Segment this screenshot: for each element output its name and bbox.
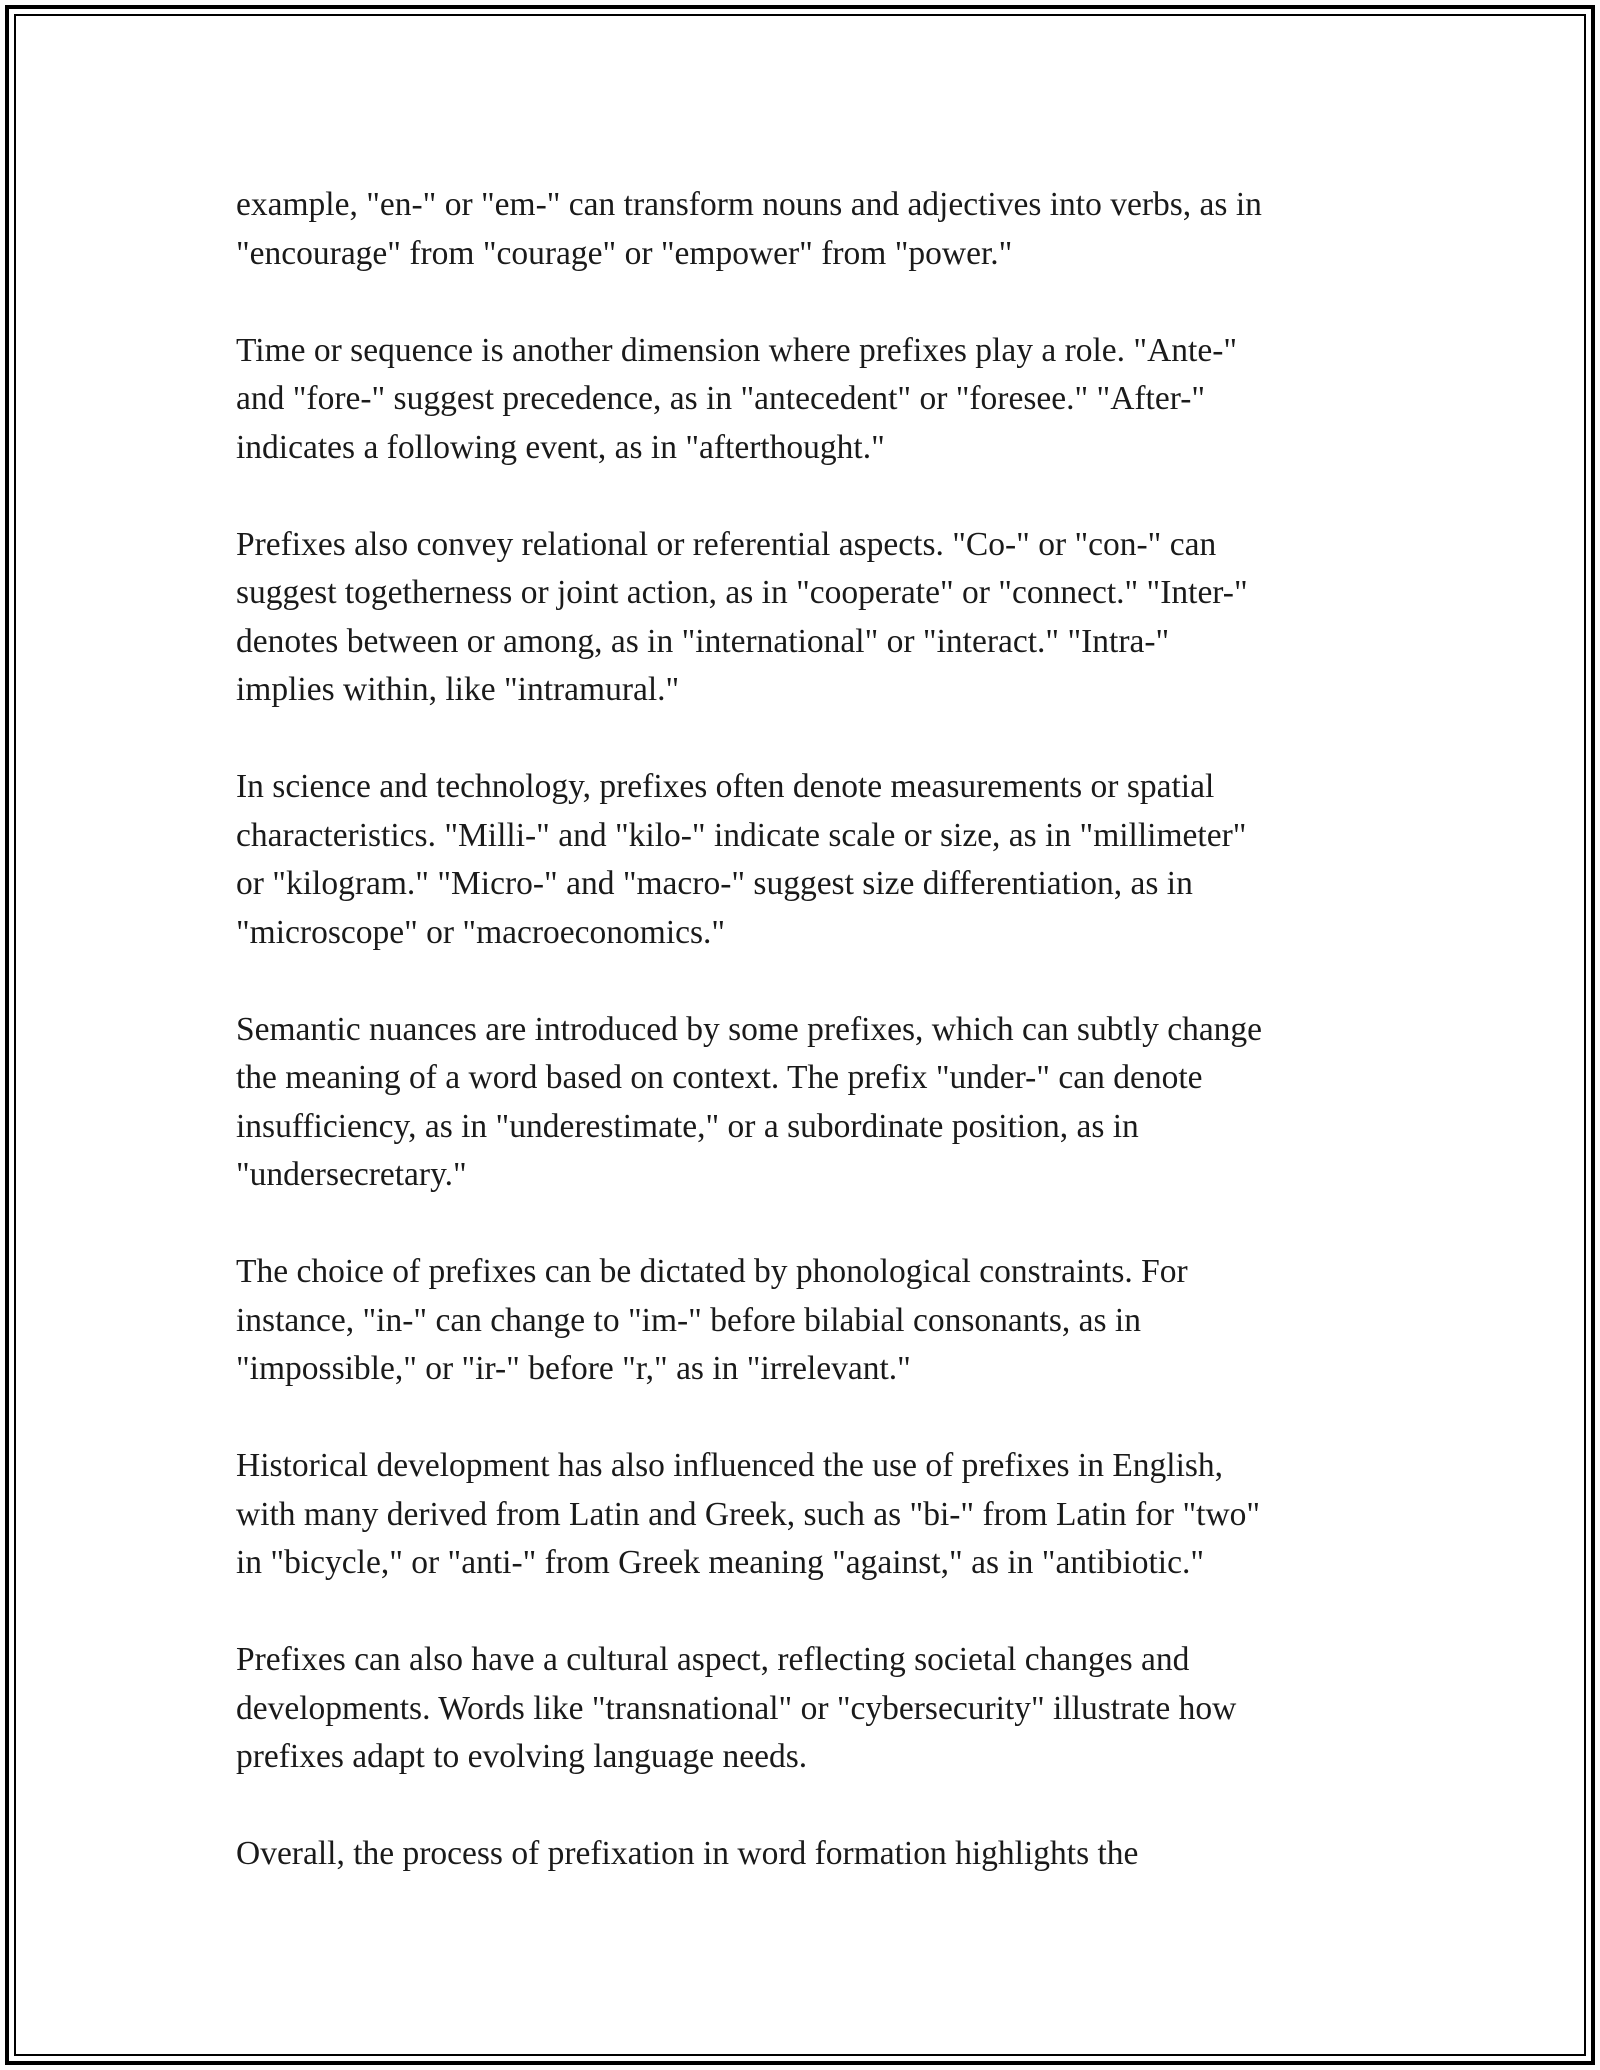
paragraph — [236, 1248, 1386, 1394]
text-line: "undersecretary." — [236, 1156, 467, 1193]
paragraph — [236, 181, 1386, 278]
text-line: suggest togetherness or joint action, as in "cooperate" or "connect." "Inter-" — [236, 574, 1248, 611]
paragraph — [236, 1442, 1386, 1588]
paragraph — [236, 763, 1386, 957]
text-line: insufficiency, as in "underestimate," or a subordinate position, as in — [236, 1107, 1139, 1145]
text-line: instance, "in-" can change to "im-" before bilabial consonants, as in — [236, 1301, 1141, 1339]
text-line: the meaning of a word based on context. The prefix "under-" can denote — [236, 1059, 1203, 1096]
text-line: characteristics. "Milli-" and "kilo-" indicate scale or size, as in "millimeter" — [236, 816, 1247, 854]
paragraph — [236, 1006, 1386, 1200]
text-line: "impossible," or "ir-" before "r," as in "irrelevant." — [236, 1350, 911, 1387]
text-line: Time or sequence is another dimension where prefixes play a role. "Ante-" — [236, 331, 1238, 369]
paragraph — [236, 1636, 1386, 1782]
text-line: Prefixes can also have a cultural aspect, reflecting societal changes and — [236, 1641, 1190, 1678]
text-line: Overall, the process of prefixation in word formation highlights the — [236, 1835, 1139, 1872]
text-line: Historical development has also influenced the use of prefixes in English, — [236, 1447, 1224, 1484]
text-line: developments. Words like "transnational" or "cybersecurity" illustrate how — [236, 1689, 1237, 1727]
text-line: in "bicycle," or "anti-" from Greek meaning "against," as in "antibiotic." — [236, 1544, 1205, 1581]
text-line: with many derived from Latin and Greek, such as "bi-" from Latin for "two" — [236, 1495, 1261, 1533]
text-line: denotes between or among, as in "international" or "interact." "Intra-" — [236, 622, 1170, 660]
text-line: Semantic nuances are introduced by some prefixes, which can subtly change — [236, 1010, 1263, 1048]
text-line: "encourage" from "courage" or "empower" from "power." — [236, 234, 1013, 272]
text-line: In science and technology, prefixes often denote measurements or spatial — [236, 768, 1215, 805]
text-line: prefixes adapt to evolving language needs. — [236, 1738, 808, 1775]
paragraph — [236, 521, 1386, 715]
text-line: "microscope" or "macroeconomics." — [236, 913, 726, 951]
document-body — [236, 181, 1386, 1879]
text-line: example, "en-" or "em-" can transform nouns and adjectives into verbs, as in — [236, 186, 1262, 223]
text-line: The choice of prefixes can be dictated by phonological constraints. For — [236, 1253, 1188, 1290]
text-line: or "kilogram." "Micro-" and "macro-" suggest size differentiation, as in — [236, 865, 1193, 902]
text-line: and "fore-" suggest precedence, as in "antecedent" or "foresee." "After-" — [236, 380, 1206, 417]
text-line: implies within, like "intramural." — [236, 671, 680, 708]
text-line: indicates a following event, as in "afterthought." — [236, 428, 885, 466]
text-line: Prefixes also convey relational or referential aspects. "Co-" or "con-" can — [236, 525, 1217, 563]
paragraph — [236, 1830, 1386, 1879]
paragraph — [236, 327, 1386, 473]
